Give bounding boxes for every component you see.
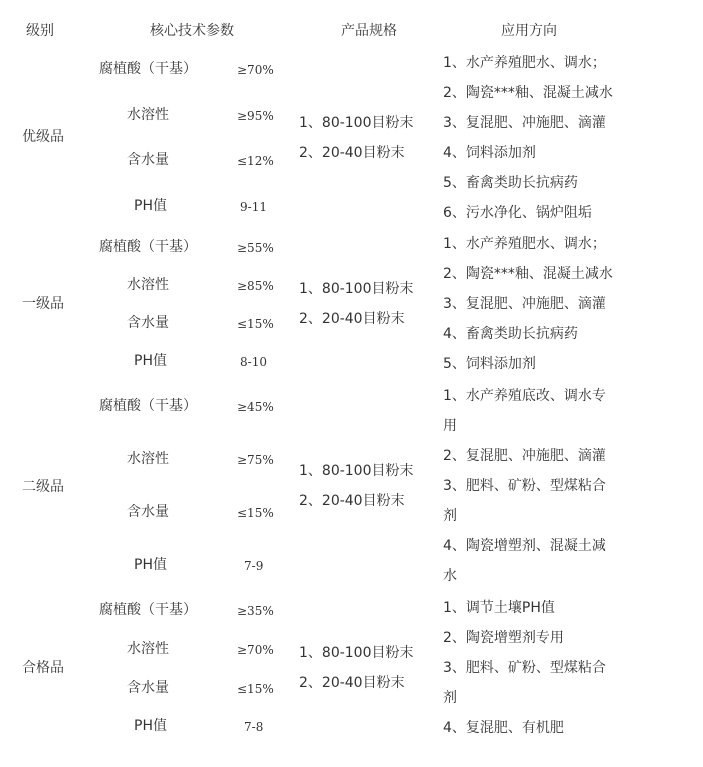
param-value: ≥70% [237,63,274,77]
grade-name: 二级品 [22,479,64,495]
spec-item: 2、20-40目粉末 [299,311,405,327]
application-item: 剂 [443,508,457,524]
application-item: 2、复混肥、冲施肥、滴灌 [443,448,606,464]
application-item: 1、水产养殖底改、调水专 [443,388,606,404]
application-item: 4、饲料添加剂 [443,145,536,161]
param-value: 7-9 [244,559,264,573]
application-item: 3、肥料、矿粉、型煤粘合 [443,660,606,676]
application-item: 用 [443,418,457,434]
spec-item: 2、20-40目粉末 [299,675,405,691]
param-value: ≤12% [237,154,274,168]
param-value: 9-11 [240,200,267,214]
param-value: ≥75% [237,453,274,467]
param-value: ≥95% [237,109,274,123]
application-item: 2、陶瓷增塑剂专用 [443,630,564,646]
param-name: 腐植酸（干基） [99,398,197,414]
param-name: 含水量 [127,504,169,520]
header-params: 核心技术参数 [150,23,234,39]
application-item: 4、陶瓷增塑剂、混凝土减 [443,538,606,554]
param-value: ≥70% [237,643,274,657]
header-application: 应用方向 [501,23,557,39]
param-value: 7-8 [244,720,264,734]
param-name: PH值 [134,557,167,573]
param-value: ≥55% [237,241,274,255]
spec-item: 1、80-100目粉末 [299,645,414,661]
param-value: ≥85% [237,279,274,293]
param-value: ≤15% [237,682,274,696]
param-name: 水溶性 [127,107,169,123]
param-name: PH值 [134,198,167,214]
application-item: 4、畜禽类助长抗病药 [443,326,578,342]
application-item: 5、饲料添加剂 [443,356,536,372]
param-value: ≤15% [237,317,274,331]
grade-name: 合格品 [22,660,64,676]
application-item: 6、污水净化、锅炉阻垢 [443,205,592,221]
grade-name: 一级品 [22,296,64,312]
param-value: 8-10 [240,355,267,369]
spec-item: 1、80-100目粉末 [299,115,414,131]
param-value: ≤15% [237,506,274,520]
spec-item: 1、80-100目粉末 [299,281,414,297]
application-item: 1、水产养殖肥水、调水； [443,236,606,252]
param-name: 含水量 [127,680,169,696]
param-name: 含水量 [127,152,169,168]
param-value: ≥45% [237,400,274,414]
param-name: 腐植酸（干基） [99,61,197,77]
param-name: 水溶性 [127,641,169,657]
grade-name: 优级品 [22,129,64,145]
spec-item: 1、80-100目粉末 [299,463,414,479]
param-name: 水溶性 [127,451,169,467]
param-name: 腐植酸（干基） [99,239,197,255]
application-item: 3、肥料、矿粉、型煤粘合 [443,478,606,494]
param-name: 水溶性 [127,277,169,293]
application-item: 1、调节土壤PH值 [443,600,555,616]
application-item: 1、水产养殖肥水、调水； [443,55,606,71]
param-value: ≥35% [237,604,274,618]
spec-item: 2、20-40目粉末 [299,493,405,509]
application-item: 3、复混肥、冲施肥、滴灌 [443,115,606,131]
spec-item: 2、20-40目粉末 [299,145,405,161]
application-item: 水 [443,568,457,584]
param-name: PH值 [134,353,167,369]
param-name: 腐植酸（干基） [99,602,197,618]
application-item: 3、复混肥、冲施肥、滴灌 [443,296,606,312]
param-name: PH值 [134,718,167,734]
application-item: 2、陶瓷***釉、混凝土减水 [443,85,613,101]
application-item: 5、畜禽类助长抗病药 [443,175,578,191]
application-item: 2、陶瓷***釉、混凝土减水 [443,266,613,282]
header-grade: 级别 [26,23,54,39]
param-name: 含水量 [127,315,169,331]
application-item: 4、复混肥、有机肥 [443,720,564,736]
application-item: 剂 [443,690,457,706]
header-spec: 产品规格 [341,23,397,39]
